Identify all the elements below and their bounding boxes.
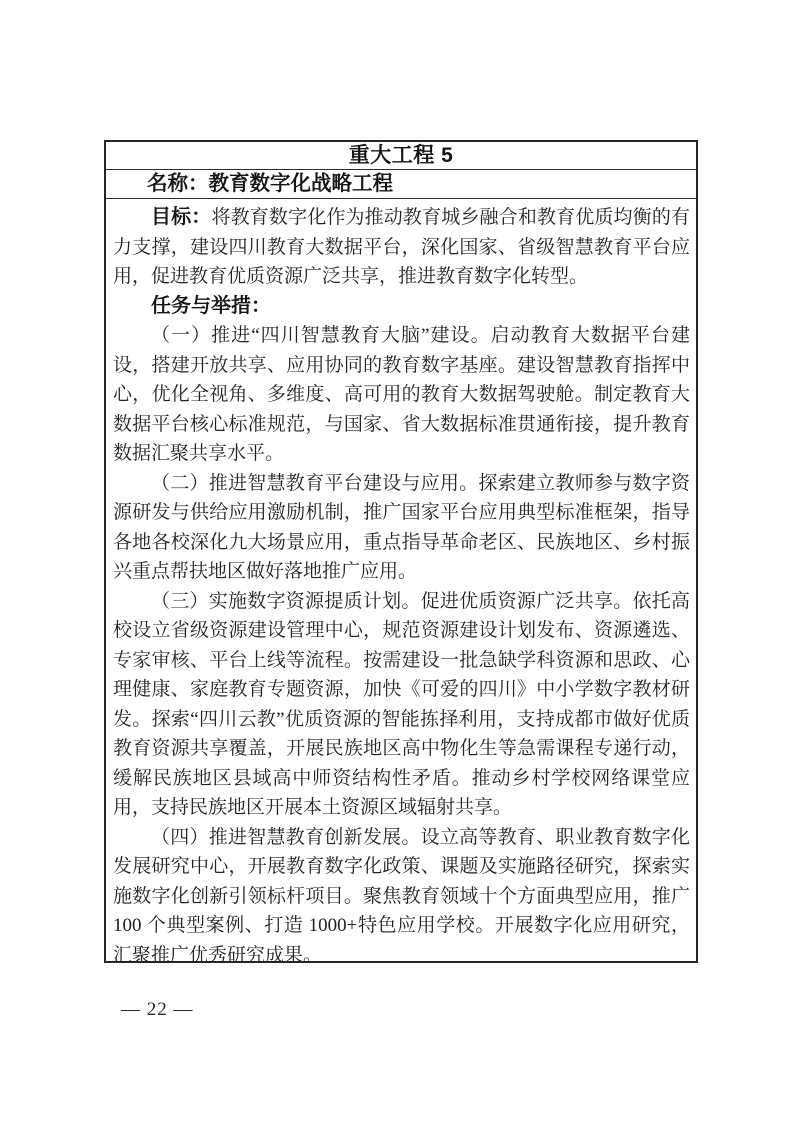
task-item-2: （二）推进智慧教育平台建设与应用。探索建立教师参与数字资源研发与供给应用激励机制，推广国家平台应用典型标准框架，指导各地各校深化九大场景应用，重点指导革命老区、民族地区、乡村振兴重点帮扶地区做好落地推广应用。 (113, 472, 690, 582)
page-number: — 22 — (121, 999, 194, 1020)
task-item-1: （一）推进“四川智慧教育大脑”建设。启动教育大数据平台建设，搭建开放共享、应用协同的教育数字基座。建设智慧教育指挥中心，优化全视角、多维度、高可用的教育大数据驾驶舱。制定教育大数据平台核心标准规范，与国家、省大数据标准贯通衔接，提升教育数据汇聚共享水平。 (113, 325, 690, 464)
project-name-text: 名称：教育数字化战略工程 (147, 171, 393, 195)
project-content-row (106, 199, 696, 970)
goal-label: 目标： (151, 206, 212, 228)
major-project-table (104, 140, 698, 966)
task-item-3: （三）实施数字资源提质计划。促进优质资源广泛共享。依托高校设立省级资源建设管理中心，规范资源建设计划发布、资源遴选、专家审核、平台上线等流程。按需建设一批急缺学科资源和思政、心理健康、家庭教育专题资源，加快《可爱的四川》中小学数字教材研发。探索“四川云教”优质资源的智能拣择利用，支持成都市做好优质教育资源共享覆盖，开展民族地区高中物化生等急需课程专递行动，缓解民族地区县域高中师资结构性矛盾。推动乡村学校网络课堂应用，支持民族地区开展本土资源区域辐射共享。 (113, 590, 690, 818)
tasks-heading-paragraph (113, 292, 690, 322)
table-title: 重大工程 5 (348, 144, 454, 167)
goal-paragraph (113, 203, 690, 292)
goal-text: 将教育数字化作为推动教育城乡融合和教育优质均衡的有力支撑，建设四川教育大数据平台，深化国家、省级智慧教育平台应用，促进教育优质资源广泛共享，推进教育数字化转型。 (113, 207, 690, 287)
task-item-4: （四）推进智慧教育创新发展。设立高等教育、职业教育数字化发展研究中心，开展教育数字化政策、课题及实施路径研究，探索实施数字化创新引领标杆项目。聚焦教育领域十个方面典型应用，推广 100 个典型案例、打造 1000+特色应用学校。开展数字化应用研究，汇聚推广优秀研究成果。 (113, 826, 690, 966)
table-header-row (106, 142, 696, 170)
project-name-row (106, 170, 696, 199)
tasks-label: 任务与举措： (151, 294, 271, 317)
